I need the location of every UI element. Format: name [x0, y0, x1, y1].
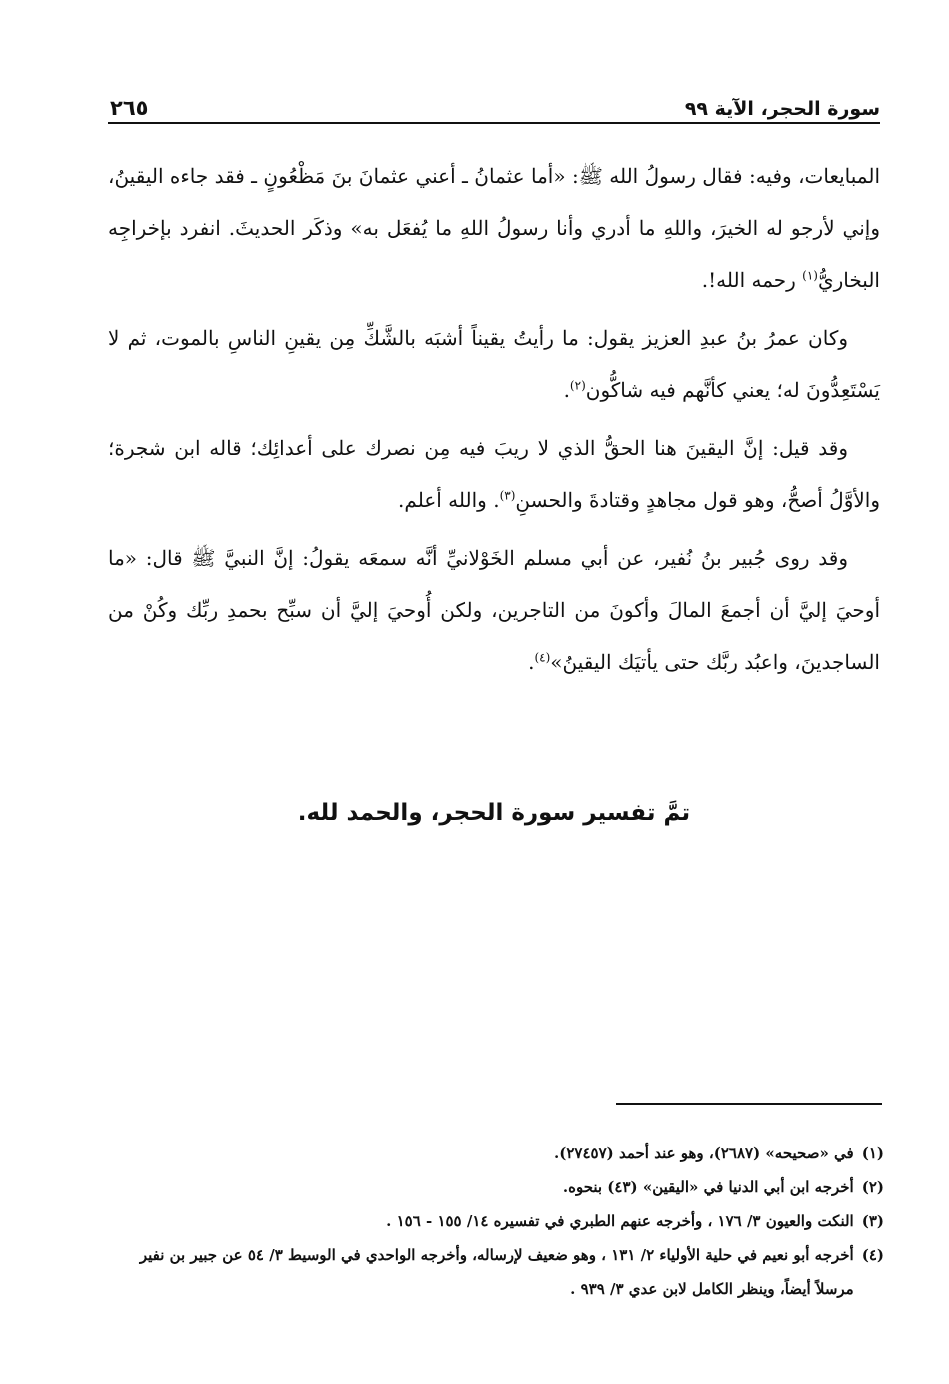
paragraph-2	[108, 312, 880, 416]
paragraph-4	[108, 532, 880, 688]
footnote-number: (٢)	[861, 1178, 884, 1196]
footnote-ref-2: (٢)	[569, 378, 586, 393]
footnote-1	[108, 1136, 884, 1170]
footnote-number: (٣)	[861, 1212, 884, 1230]
footnote-ref-4: (٤)	[534, 650, 551, 665]
footnote-number: (٤)	[861, 1246, 884, 1264]
footnote-text: في «صحيحه» (٢٦٨٧)، وهو عند أحمد (٢٧٤٥٧).	[554, 1144, 854, 1162]
closing-statement: تمَّ تفسير سورة الحجر، والحمد لله.	[297, 800, 691, 826]
footnote-2	[108, 1170, 884, 1204]
paragraph-text: وقد قيل: إنَّ اليقينَ هنا الحقُّ الذي لا ريبَ فيه مِن نصرك على أعدائِك؛ قاله ابن شجرة؛ والأوَّلُ أصحُّ، وهو قول مجاهدٍ وقتادةَ والحسنِ	[108, 436, 880, 512]
footnote-ref-1: (١)	[802, 268, 818, 283]
footnote-text: أخرجه ابن أبي الدنيا في «اليقين» (٤٣) بنحوه.	[562, 1178, 854, 1196]
paragraph-tail: . والله أعلم.	[398, 488, 500, 512]
footnote-text: أخرجه أبو نعيم في حلية الأولياء ٢/ ١٣١ ، وهو ضعيف لإرساله، وأخرجه الواحدي في الوسيط ٣/ ٥٤ عن جبير بن نفير مرسلاً أيضاً، وينظر الكامل لابن عدي ٣/ ٩٣٩ .	[139, 1246, 854, 1298]
footnote-separator	[616, 1103, 882, 1105]
running-header	[110, 84, 880, 120]
footnote-ref-3: (٣)	[499, 488, 516, 503]
header-title: سورة الحجر، الآية ٩٩	[684, 98, 880, 120]
footnote-text: النكت والعيون ٣/ ١٧٦ ، وأخرجه عنهم الطبري في تفسيره ١٤/ ١٥٥ - ١٥٦ .	[386, 1212, 854, 1230]
header-rule	[108, 122, 880, 124]
page-number: ٢٦٥	[110, 96, 149, 120]
paragraph-text: المبايعات، وفيه: فقال رسولُ الله ﷺ: «أما عثمانُ ـ أعني عثمانَ بنَ مَظْعُونٍ ـ فقد جاءه اليقينُ، وإني لأرجو له الخيرَ، واللهِ ما أدري وأنا رسولُ اللهِ ما يُفعَل به» وذكَر الحديثَ. انفرد بإخراجِه البخاريُّ	[108, 164, 880, 292]
paragraph-text: وكان عمرُ بنُ عبدِ العزيز يقول: ما رأيتُ يقيناً أشبَه بالشَّكِّ مِن يقينِ الناسِ بالموت، ثم لا يَسْتَعِدُّونَ له؛ يعني كأنَّهم فيه شاكُّون	[108, 326, 880, 402]
main-text	[108, 150, 880, 694]
footnote-number: (١)	[861, 1144, 884, 1162]
paragraph-tail: .	[563, 378, 570, 402]
footnote-3	[108, 1204, 884, 1238]
footnotes	[108, 1136, 884, 1306]
paragraph-tail: رحمه الله!.	[701, 268, 803, 292]
paragraph-tail: .	[528, 650, 535, 674]
footnote-4	[108, 1238, 884, 1306]
paragraph-1	[108, 150, 880, 306]
paragraph-3	[108, 422, 880, 526]
paragraph-text: وقد روى جُبير بنُ نُفير، عن أبي مسلم الخَوْلانيِّ أنَّه سمعَه يقولُ: إنَّ النبيَّ ﷺ قال: «ما أوحيَ إليَّ أن أجمعَ المالَ وأكونَ من التاجرين، ولكن أُوحيَ إليَّ أن سبِّح بحمدِ ربِّك وكُنْ من الساجدينَ، واعبُد ربَّك حتى يأتيَك اليقينُ»	[108, 546, 880, 674]
